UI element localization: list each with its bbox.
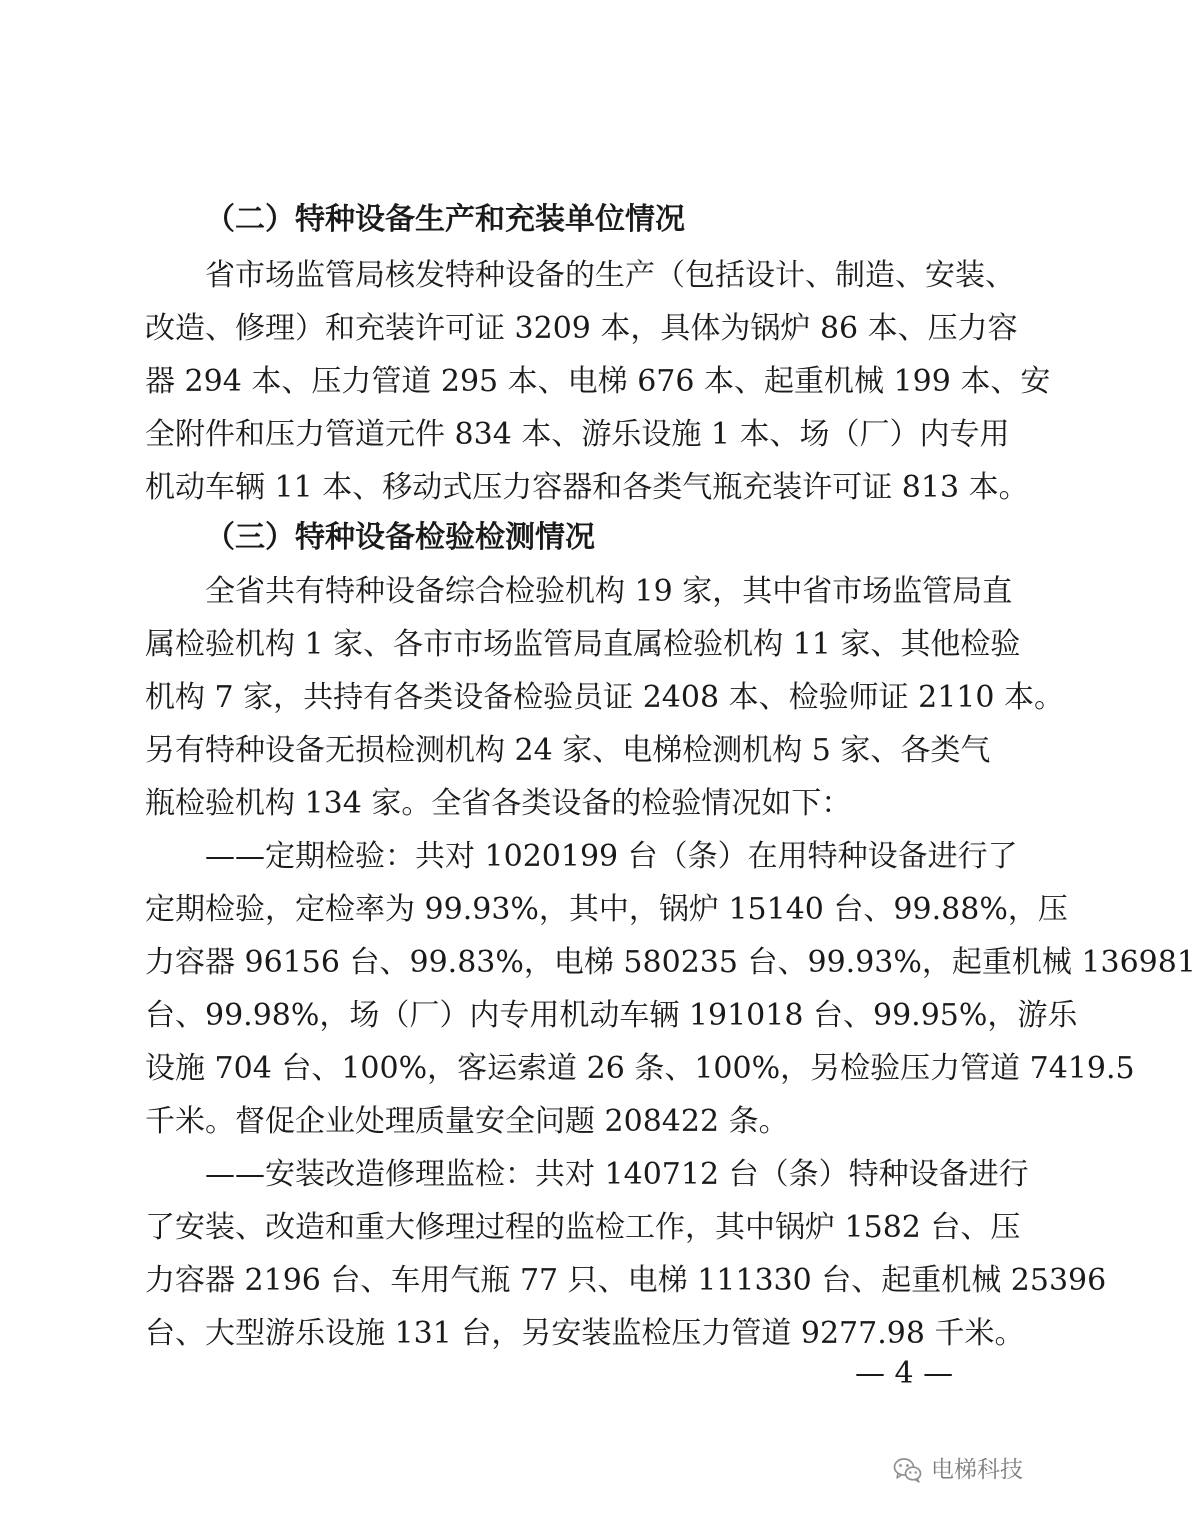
paragraph-line: 全附件和压力管道元件 834 本、游乐设施 1 本、场（厂）内专用 (145, 417, 1010, 452)
paragraph-line: 器 294 本、压力管道 295 本、电梯 676 本、起重机械 199 本、安 (145, 364, 1051, 399)
paragraph-line: 全省共有特种设备综合检验机构 19 家，其中省市场监管局直 (205, 574, 1013, 609)
paragraph-line: ——定期检验：共对 1020199 台（条）在用特种设备进行了 (205, 839, 1018, 874)
paragraph-line: 改造、修理）和充装许可证 3209 本，具体为锅炉 86 本、压力容 (145, 311, 1018, 346)
paragraph-line: 设施 704 台、100%，客运索道 26 条、100%，另检验压力管道 7419.5 (145, 1051, 1135, 1086)
wechat-icon (893, 1456, 923, 1484)
paragraph-line: 台、大型游乐设施 131 台，另安装监检压力管道 9277.98 千米。 (145, 1316, 1025, 1351)
section-heading-inspection: （三）特种设备检验检测情况 (205, 520, 595, 555)
paragraph-line: 瓶检验机构 134 家。全省各类设备的检验情况如下： (145, 786, 852, 821)
paragraph-line: 属检验机构 1 家、各市市场监管局直属检验机构 11 家、其他检验 (145, 627, 1021, 662)
paragraph-line: 机构 7 家，共持有各类设备检验员证 2408 本、检验师证 2110 本。 (145, 680, 1064, 715)
paragraph-line: 另有特种设备无损检测机构 24 家、电梯检测机构 5 家、各类气 (145, 733, 991, 768)
paragraph-line: 力容器 96156 台、99.83%，电梯 580235 台、99.93%，起重机械 136981 (145, 945, 1196, 980)
section-heading-production: （二）特种设备生产和充装单位情况 (205, 202, 685, 237)
page-number: — 4 — (855, 1356, 954, 1391)
paragraph-line: ——安装改造修理监检：共对 140712 台（条）特种设备进行 (205, 1157, 1029, 1192)
paragraph-line: 了安装、改造和重大修理过程的监检工作，其中锅炉 1582 台、压 (145, 1210, 1021, 1245)
paragraph-line: 千米。督促企业处理质量安全问题 208422 条。 (145, 1104, 789, 1139)
paragraph-line: 机动车辆 11 本、移动式压力容器和各类气瓶充装许可证 813 本。 (145, 470, 1029, 505)
paragraph-line: 台、99.98%，场（厂）内专用机动车辆 191018 台、99.95%，游乐 (145, 998, 1078, 1033)
paragraph-line: 省市场监管局核发特种设备的生产（包括设计、制造、安装、 (205, 258, 1015, 293)
watermark-text: 电梯科技 (931, 1457, 1023, 1483)
paragraph-line: 定期检验，定检率为 99.93%，其中，锅炉 15140 台、99.88%，压 (145, 892, 1068, 927)
watermark (893, 1452, 1053, 1488)
paragraph-line: 力容器 2196 台、车用气瓶 77 只、电梯 111330 台、起重机械 25396 (145, 1263, 1107, 1298)
